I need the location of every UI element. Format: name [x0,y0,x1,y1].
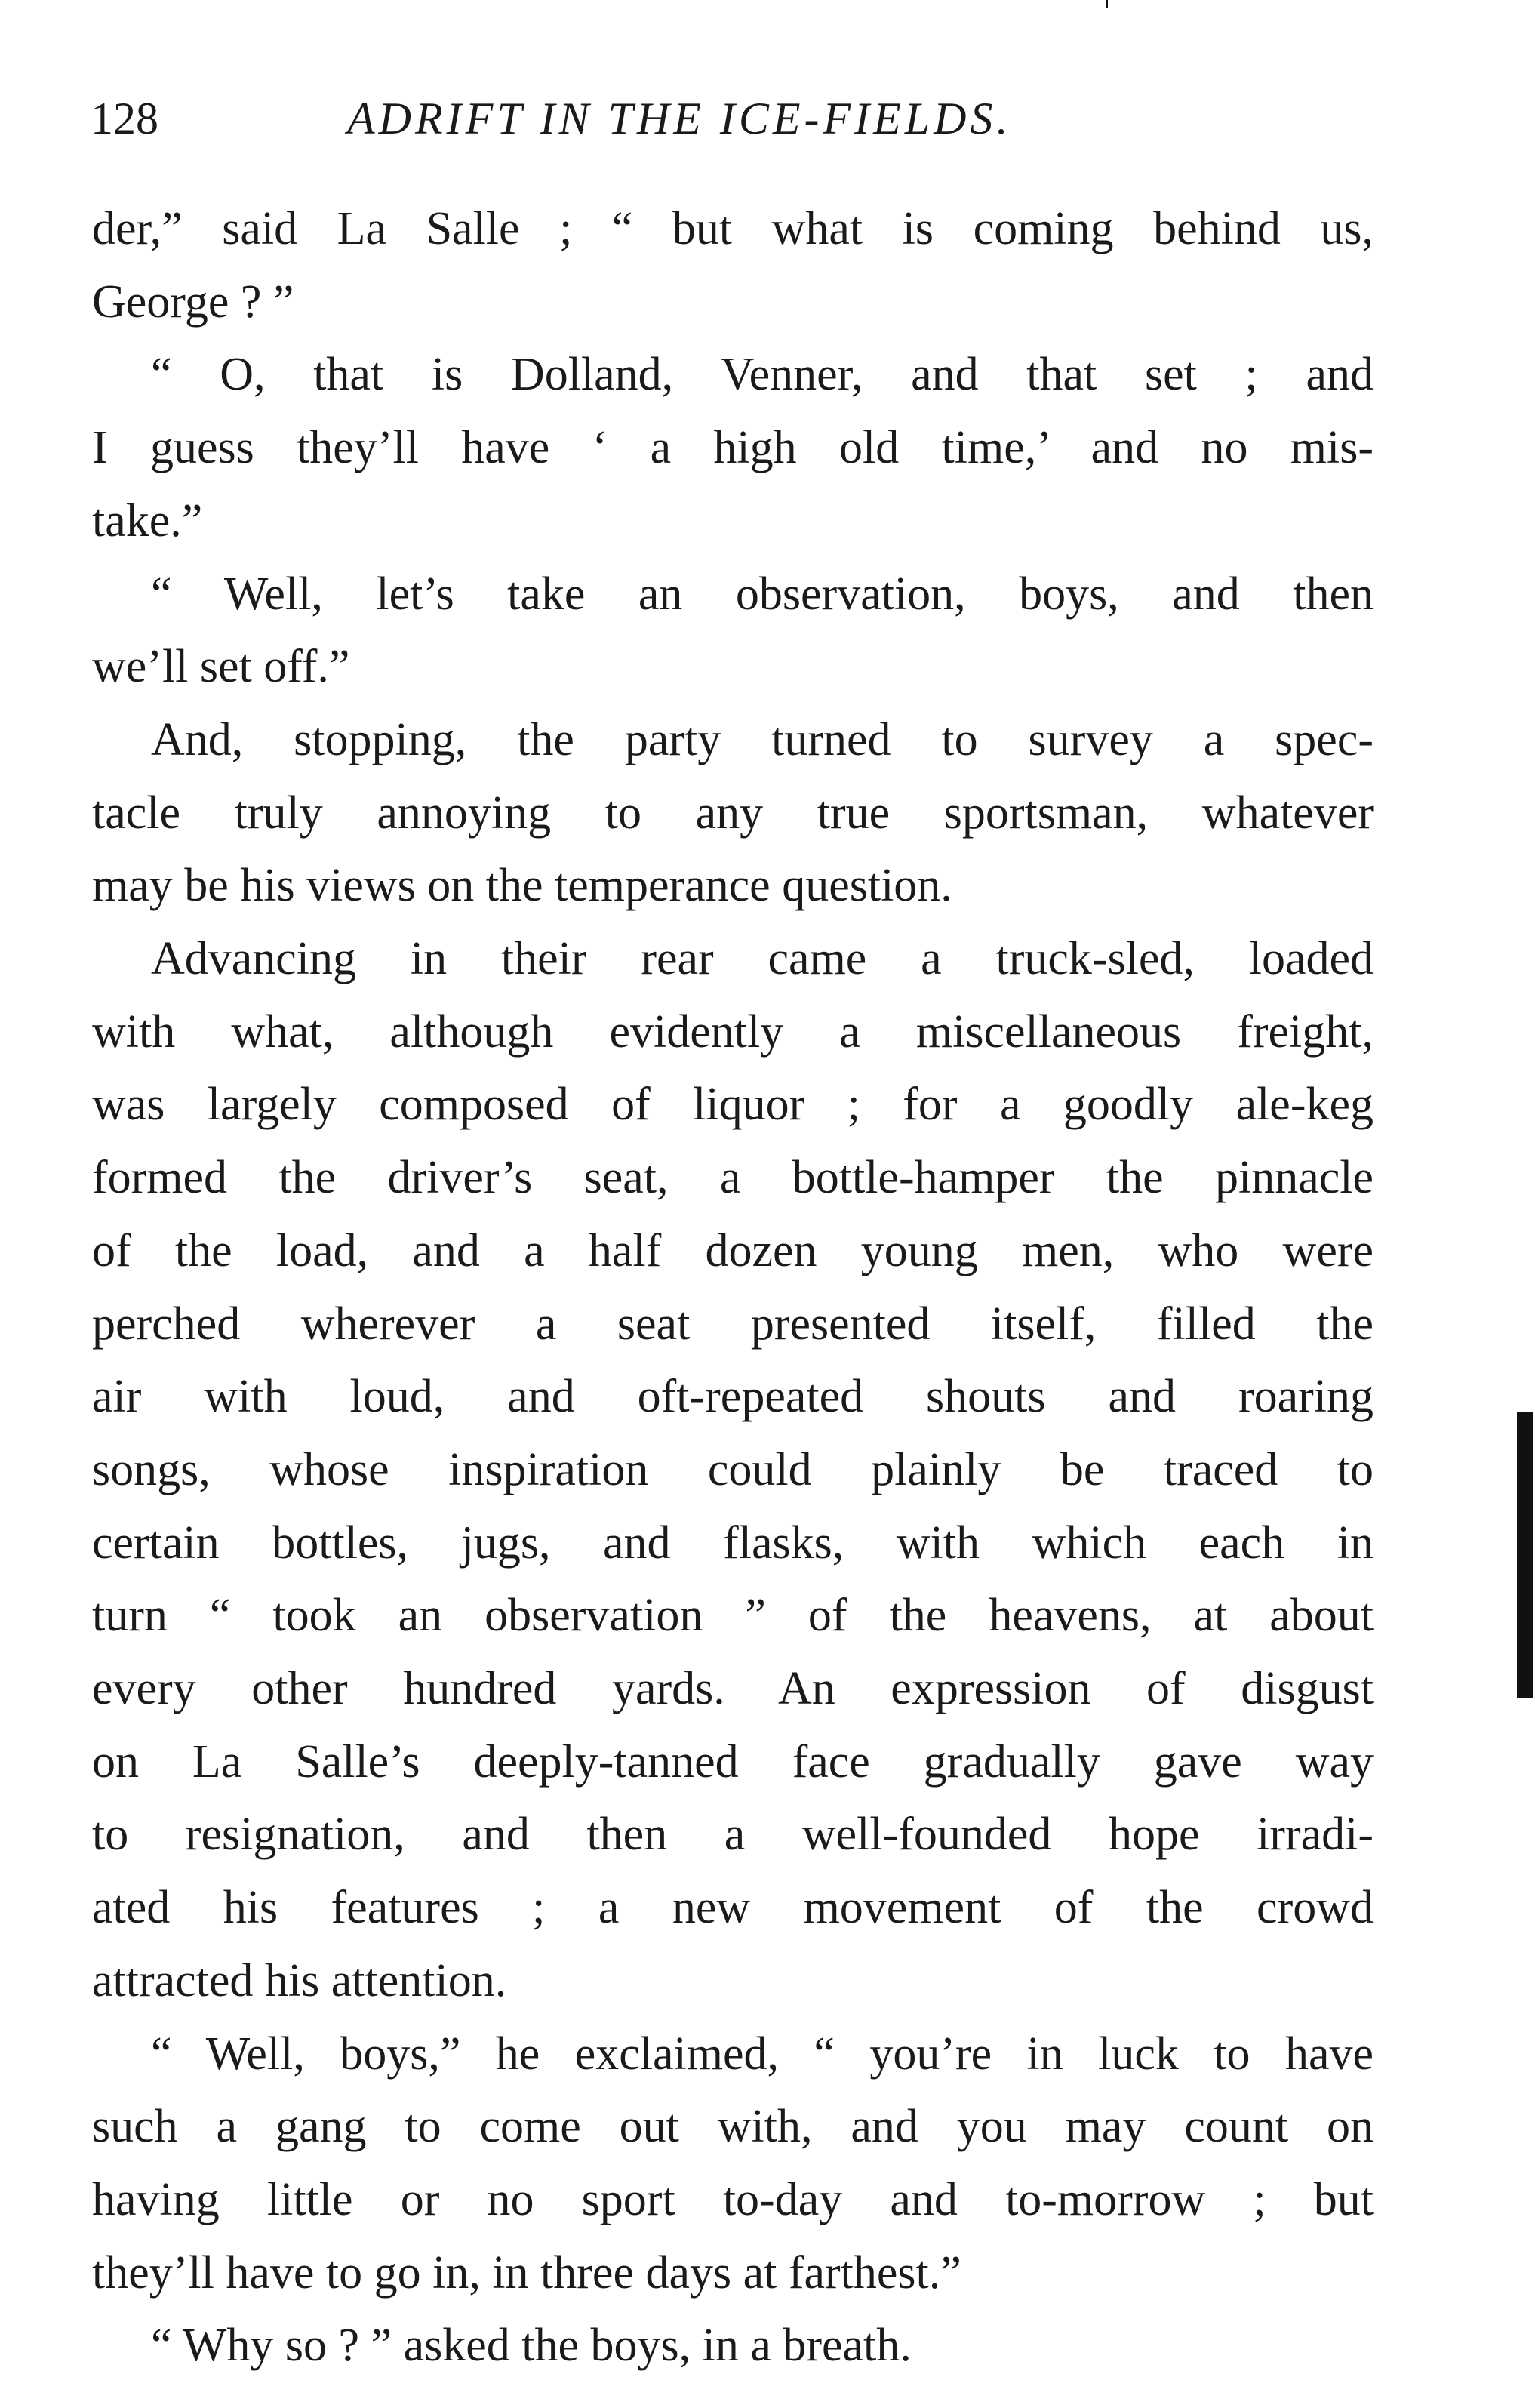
text-line: Advancing in their rear came a truck-sled, loaded [151,933,1374,985]
text-line: having little or no sport to-day and to-morrow ; but [92,2173,1374,2225]
text-line: certain bottles, jugs, and flasks, with which each in [92,1517,1374,1569]
text-line: I guess they’ll have ‘ a high old time,’ and no mis- [92,422,1374,474]
text-line: George ? ” [92,276,294,328]
text-line: we’ll set off.” [92,641,350,693]
text-line: And, stopping, the party turned to survey a spec- [151,713,1374,765]
running-title: ADRIFT IN THE ICE-FIELDS. [347,94,1012,143]
paragraph [92,558,1374,704]
paragraph [92,192,1374,338]
paragraph [92,704,1374,922]
page-number: 128 [91,94,158,143]
text-line: to resignation, and then a well-founded hope irradi- [92,1809,1374,1861]
paragraph [92,922,1374,2018]
text-line: was largely composed of liquor ; for a goodly ale-keg [92,1079,1374,1131]
text-line: on La Salle’s deeply-tanned face gradually gave way [92,1735,1374,1788]
text-line: of the load, and a half dozen young men, who were [92,1224,1374,1276]
text-line: may be his views on the temperance question. [92,860,952,912]
text-line: formed the driver’s seat, a bottle-hamper the pinnacle [92,1152,1374,1204]
scan-edge-mark [1106,0,1108,8]
text-line: every other hundred yards. An expression of disgust [92,1663,1374,1715]
text-line: they’ll have to go in, in three days at farthest.” [92,2246,961,2299]
text-line: ated his features ; a new movement of the crowd [92,1882,1374,1934]
text-line: “ Well, boys,” he exclaimed, “ you’re in luck to have [151,2028,1374,2080]
text-line: tacle truly annoying to any true sportsman, whatever [92,787,1374,839]
text-line: perched wherever a seat presented itself, filled the [92,1298,1374,1350]
text-line: with what, although evidently a miscellaneous freight, [92,1005,1374,1058]
paragraph [92,2309,1374,2382]
text-line: such a gang to come out with, and you may count on [92,2101,1374,2153]
text-line: “ Well, let’s take an observation, boys, and then [151,568,1374,620]
text-line: “ O, that is Dolland, Venner, and that set ; and [151,349,1374,401]
text-line: “ Why so ? ” asked the boys, in a breath. [151,2320,912,2372]
text-line: take.” [92,494,203,547]
paragraph [92,338,1374,557]
text-line: turn “ took an observation ” of the heavens, at about [92,1590,1374,1642]
text-line: der,” said La Salle ; “ but what is coming behind us, [92,203,1374,254]
scan-edge-mark [1517,1412,1533,1698]
text-line: air with loud, and oft-repeated shouts and roaring [92,1371,1374,1423]
text-line: songs, whose inspiration could plainly be traced to [92,1443,1374,1495]
page-header [91,85,1374,152]
paragraph [92,2018,1374,2310]
body-text [92,192,1374,2382]
text-line: attracted his attention. [92,1954,507,2006]
